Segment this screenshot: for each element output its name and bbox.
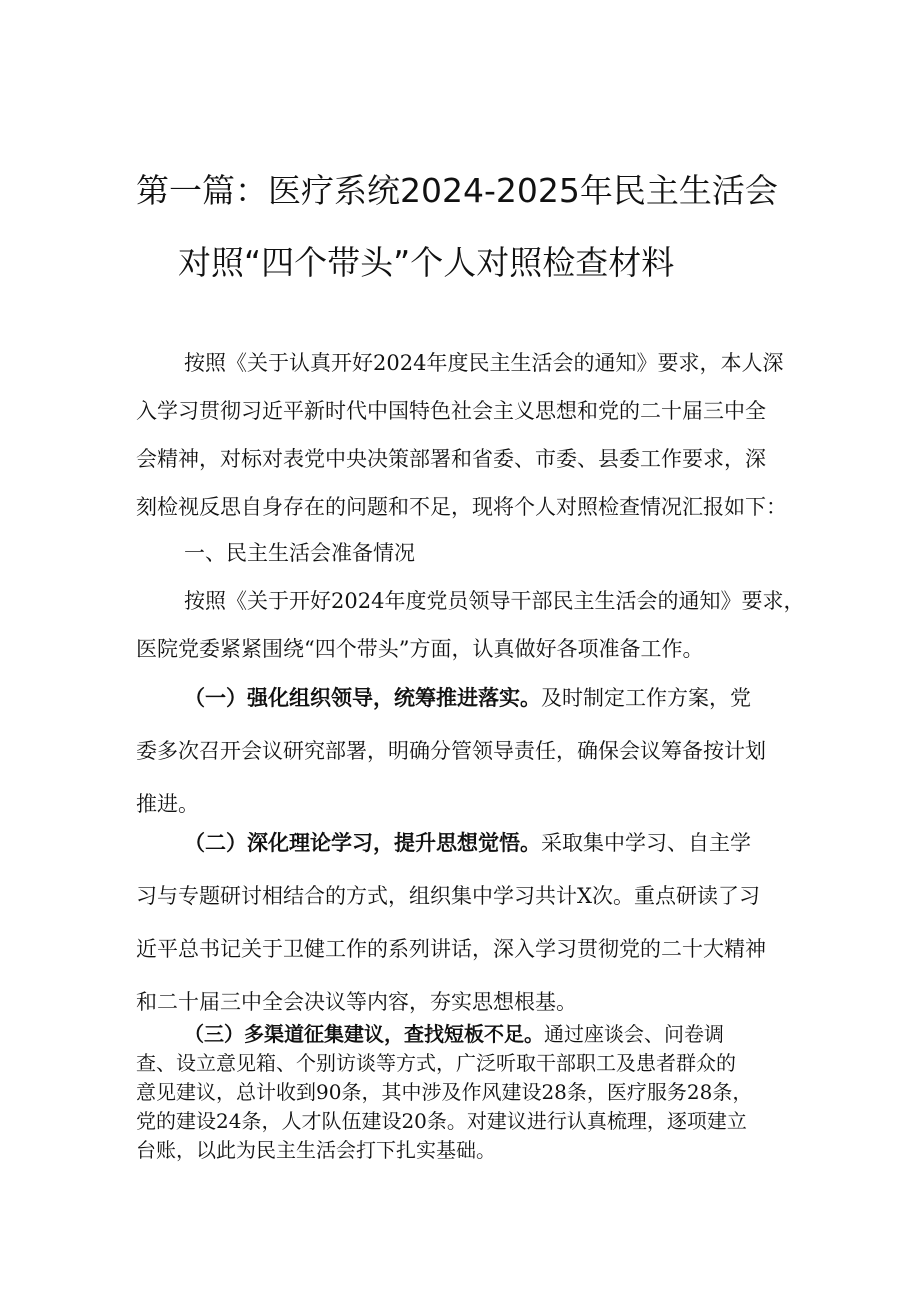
item3-line: 查、设立意见箱、个别访谈等方式，广泛听取干部职工及患者群众的 <box>136 1051 736 1075</box>
item1-bold-heading: （一）强化组织领导，统筹推进落实。 <box>184 685 541 710</box>
item3-first-line <box>184 1020 844 1049</box>
item2-bold-heading: （二）深化理论学习，提升思想觉悟。 <box>184 830 541 855</box>
item2-paragraph <box>136 816 796 1029</box>
item2-line: 习与专题研讨相结合的方式，组织集中学习共计X次。重点研读了习 <box>136 884 760 908</box>
item2-text: 采取集中学习、自主学 <box>541 831 751 855</box>
section1-line: 医院党委紧紧围绕“四个带头”方面，认真做好各项准备工作。 <box>136 637 704 661</box>
intro-line: 入学习贯彻习近平新时代中国特色社会主义思想和党的二十届三中全 <box>136 399 766 423</box>
item2-first-line <box>184 816 844 870</box>
intro-paragraph <box>136 339 796 531</box>
item3-line: 意见建议，总计收到90条，其中涉及作风建设28条，医疗服务28条， <box>136 1080 753 1104</box>
intro-line: 刻检视反思自身存在的问题和不足，现将个人对照检查情况汇报如下： <box>136 495 787 519</box>
intro-line: 会精神，对标对表党中央决策部署和省委、市委、县委工作要求，深 <box>136 447 766 471</box>
item1-paragraph <box>136 671 796 831</box>
item2-line: 和二十届三中全会决议等内容，夯实思想根基。 <box>136 990 577 1014</box>
item3-line: 台账，以此为民主生活会打下扎实基础。 <box>136 1138 496 1162</box>
item1-line: 委多次召开会议研究部署，明确分管领导责任，确保会议筹备按计划 <box>136 739 766 763</box>
section1-heading: 一、民主生活会准备情况 <box>184 541 415 565</box>
section1-paragraph <box>136 577 805 673</box>
item1-first-line <box>184 671 844 725</box>
item3-text: 通过座谈会、问卷调 <box>544 1022 724 1046</box>
item1-line: 推进。 <box>136 792 199 816</box>
doc-title-line1: 第一篇：医疗系统2024-2025年民主生活会 <box>136 171 778 210</box>
item2-line: 近平总书记关于卫健工作的系列讲话，深入学习贯彻党的二十大精神 <box>136 937 766 961</box>
item1-text: 及时制定工作方案，党 <box>541 686 751 710</box>
section1-line: 按照《关于开好2024年度党员领导干部民主生活会的通知》要求， <box>184 589 805 613</box>
intro-line: 按照《关于认真开好2024年度民主生活会的通知》要求，本人深 <box>184 351 784 375</box>
item3-paragraph <box>136 1020 796 1165</box>
doc-title-line2: 对照“四个带头”个人对照检查材料 <box>178 243 675 282</box>
item3-line: 党的建设24条，人才队伍建设20条。对建议进行认真梳理，逐项建立 <box>136 1109 747 1133</box>
item3-bold-heading: （三）多渠道征集建议，查找短板不足。 <box>184 1022 544 1046</box>
